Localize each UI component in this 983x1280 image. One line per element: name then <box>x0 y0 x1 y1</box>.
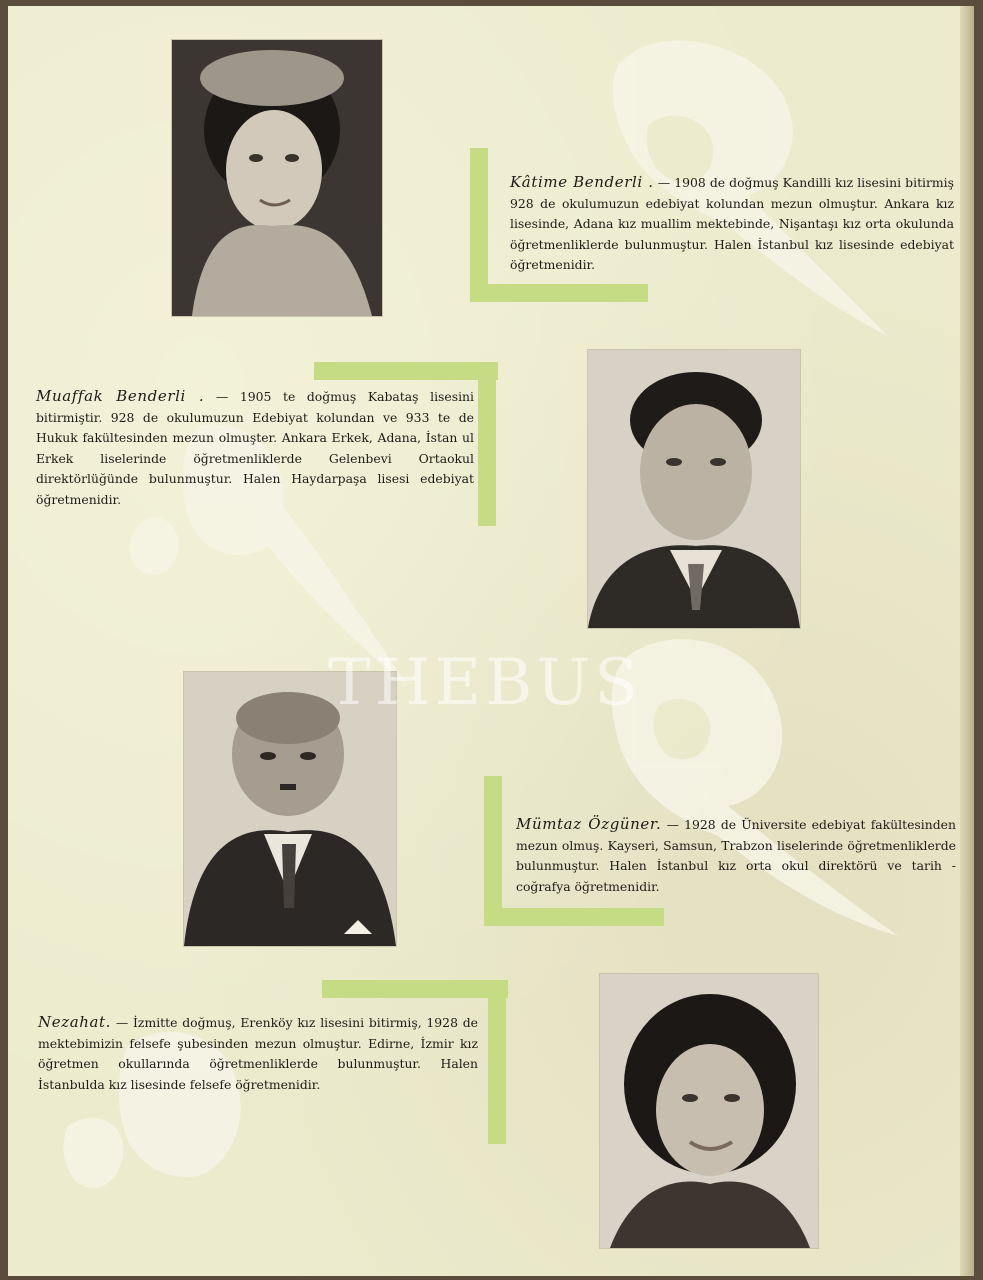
portrait-nezahat <box>600 974 818 1248</box>
bio-text: — 1905 te doğmuş Kabataş lisesini bitirmiştir. 928 de okulumuzun Edebiyat kolundan ve 933 te de Hukuk fakültesinden mezun olmuşter. Ankara Erkek, Adana, İstan ul Erkek liselerinde öğretmenliklerde Gelenbevi Ortaokul direktörlüğünde bulunmuştur. Halen Haydarpaşa lisesi edebiyat öğretmenidir. <box>36 389 474 507</box>
green-bracket-horizontal <box>484 908 664 926</box>
bio-name: Muaffak Benderli . <box>36 387 205 405</box>
bio-katime-benderli <box>510 172 954 276</box>
bio-name: Kâtime Benderli . <box>510 173 654 191</box>
bio-muaffak-benderli <box>36 386 474 510</box>
portrait-muaffak-benderli <box>588 350 800 628</box>
green-bracket-vertical <box>478 362 496 526</box>
bio-nezahat <box>38 1012 478 1095</box>
green-bracket-horizontal <box>470 284 648 302</box>
green-bracket-horizontal <box>314 362 498 380</box>
green-bracket-vertical <box>484 776 502 924</box>
bio-text: — 1928 de Üniversite edebiyat fakültesinden mezun olmuş. Kayseri, Samsun, Trabzon liselerinde öğretmenliklerde bulunmuştur. Halen İstanbul kız orta okul direktörü ve tarih - coğrafya öğretmenidir. <box>516 817 956 894</box>
bio-name: Mümtaz Özgüner. <box>516 815 662 833</box>
green-bracket-horizontal <box>322 980 508 998</box>
green-bracket-vertical <box>470 148 488 300</box>
yearbook-page <box>8 6 974 1276</box>
bio-text: — İzmitte doğmuş, Erenköy kız lisesini bitirmiş, 1928 de mektebimizin felsefe şubesinden mezun olmuştur. Edirne, İzmir kız öğretmen okullarında öğretmenliklerde bulunmuştur. Halen İstanbulda kız lisesinde felsefe öğretmenidir. <box>38 1015 478 1092</box>
portrait-katime-benderli <box>172 40 382 316</box>
bio-name: Nezahat. <box>38 1013 112 1031</box>
bio-text: — 1908 de doğmuş Kandilli kız lisesini bitirmiş 928 de okulumuzun edebiyat kolundan mezun olmuştur. Ankara kız lisesinde, Adana kız muallim mektebinde, Nişantaşı kız orta okulunda öğretmenliklerde bulunmuştur. Halen İstanbul kız lisesinde edebiyat öğretmenidir. <box>510 175 954 272</box>
bio-mumtaz-ozguner <box>516 814 956 897</box>
watermark-text: THEBUS <box>328 646 643 720</box>
page-edge-shadow <box>960 6 974 1276</box>
green-bracket-vertical <box>488 980 506 1144</box>
